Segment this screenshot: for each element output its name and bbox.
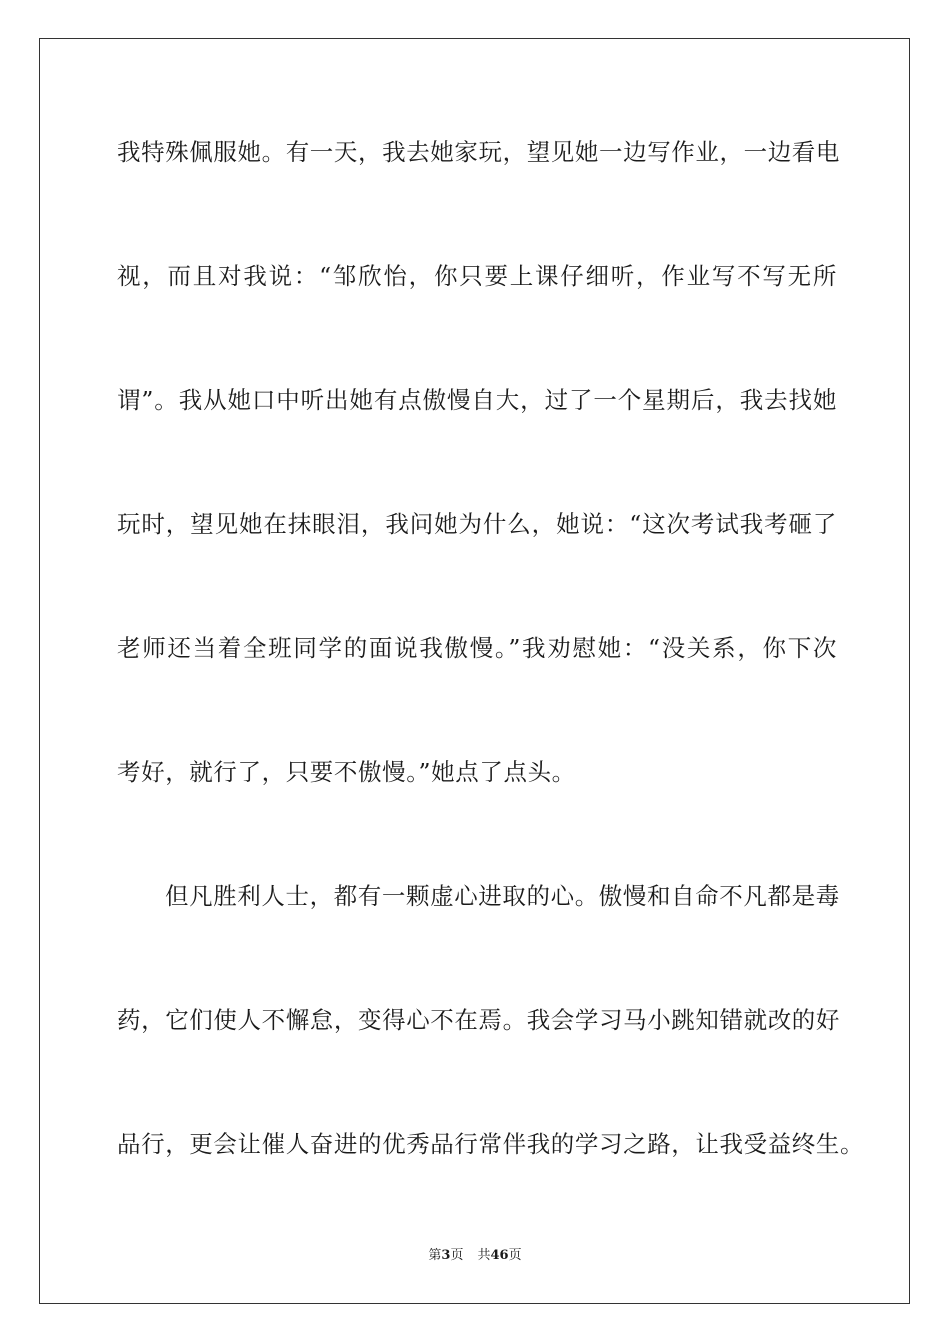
text-line-5: 老师还当着全班同学的面说我傲慢。”我劝慰她：“没关系，你下次: [117, 634, 837, 662]
text-line-3: 谓”。我从她口中听出她有点傲慢自大，过了一个星期后，我去找她: [117, 386, 837, 414]
text-line-1: 我特殊佩服她。有一天，我去她家玩，望见她一边写作业，一边看电: [117, 138, 840, 166]
text-line-2: 视，而且对我说：“邹欣怡，你只要上课仔细听，作业写不写无所: [117, 262, 837, 290]
total-prefix: 共: [477, 1248, 491, 1263]
page-footer: [0, 1247, 950, 1265]
page-prefix: 第: [428, 1248, 442, 1263]
text-line-4: 玩时，望见她在抹眼泪，我问她为什么，她说：“这次考试我考砸了: [117, 510, 837, 538]
page-number: 3: [441, 1248, 451, 1263]
page-border: [39, 38, 910, 1304]
page-suffix: 页: [450, 1248, 464, 1263]
text-line-7: 但凡胜利人士，都有一颗虚心进取的心。傲慢和自命不凡都是毒: [165, 882, 840, 910]
text-line-9: 品行，更会让催人奋进的优秀品行常伴我的学习之路，让我受益终生。: [117, 1130, 865, 1158]
text-line-6: 考好，就行了，只要不傲慢。”她点了点头。: [117, 758, 576, 786]
total-suffix: 页: [508, 1248, 522, 1263]
text-line-8: 药，它们使人不懈怠，变得心不在焉。我会学习马小跳知错就改的好: [117, 1006, 840, 1034]
total-pages: 46: [490, 1248, 509, 1263]
